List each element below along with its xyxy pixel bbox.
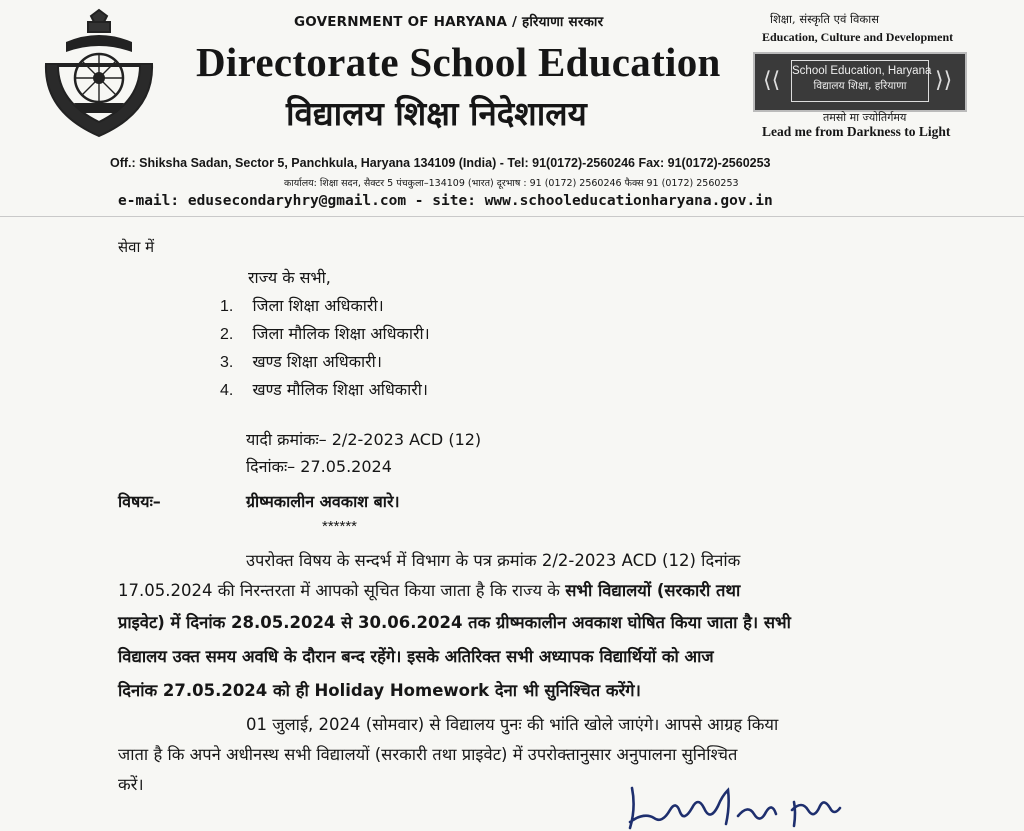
para2-line1: 01 जुलाई, 2024 (सोमवार) से विद्यालय पुनः की भांति खोले जाएंगे। आपसे आग्रह किया <box>246 715 779 734</box>
para2-line3: करें। <box>118 775 144 794</box>
recipient-list-item <box>220 322 430 344</box>
logo-left-mark-icon: ⟨⟨ <box>763 68 781 93</box>
recipient-text: खण्ड मौलिक शिक्षा अधिकारी। <box>252 380 428 399</box>
recipient-list-item <box>220 350 382 372</box>
haryana-emblem-icon <box>36 4 162 142</box>
separator: ****** <box>322 518 358 535</box>
directorate-title-hindi: विद्यालय शिक्षा निदेशालय <box>286 94 587 133</box>
addressee-intro: राज्य के सभी, <box>248 268 331 287</box>
recipient-number: 1. <box>220 298 234 315</box>
recipient-text: जिला शिक्षा अधिकारी। <box>252 296 384 315</box>
subject-text: ग्रीष्मकालीन अवकाश बारे। <box>246 492 400 511</box>
header-divider <box>0 216 1024 217</box>
government-line: GOVERNMENT OF HARYANA / हरियाणा सरकार <box>294 14 604 30</box>
tagline-english: Lead me from Darkness to Light <box>762 124 951 139</box>
logo-line-english: School Education, Haryana <box>792 65 932 77</box>
para1-line5: दिनांक 27.05.2024 को ही Holiday Homework देना भी सुनिश्चित करेंगे। <box>118 681 641 700</box>
email-site-line: e-mail: edusecondaryhry@gmail.com - site: www.schooleducationharyana.gov.in <box>118 193 773 209</box>
directorate-title: Directorate School Education <box>196 39 721 85</box>
signature-icon <box>618 782 850 830</box>
para1-line2-normal: 17.05.2024 की निरन्तरता में आपको सूचित किया जाता है कि राज्य के <box>118 581 566 600</box>
para1-line1: उपरोक्त विषय के सन्दर्भ में विभाग के पत्र क्रमांक 2/2-2023 ACD (12) दिनांक <box>246 551 741 570</box>
logo-right-mark-icon: ⟩⟩ <box>935 68 953 93</box>
subject-label: विषयः– <box>118 492 161 511</box>
recipient-number: 2. <box>220 326 234 343</box>
motto-hindi: शिक्षा, संस्कृति एवं विकास <box>770 12 879 26</box>
memo-date: दिनांकः– 27.05.2024 <box>246 457 392 476</box>
logo-line-hindi: विद्यालय शिक्षा, हरियाणा <box>813 80 907 92</box>
recipient-number: 4. <box>220 382 234 399</box>
para2-line2: जाता है कि अपने अधीनस्थ सभी विद्यालयों (सरकारी तथा प्राइवेट) में उपरोक्तानुसार अनुपालना सुनिश्चित <box>118 745 738 764</box>
recipient-list-item <box>220 294 384 316</box>
recipient-text: खण्ड शिक्षा अधिकारी। <box>252 352 382 371</box>
recipient-number: 3. <box>220 354 234 371</box>
recipient-text: जिला मौलिक शिक्षा अधिकारी। <box>252 324 430 343</box>
office-address-hindi: कार्यालय: शिक्षा सदन, सैक्टर 5 पंचकुला–134109 (भारत) दूरभाष : 91 (0172) 2560246 फैक्स 91 (0172) 2560253 <box>284 178 739 189</box>
para1-line2 <box>118 578 740 601</box>
school-education-logo <box>753 52 967 112</box>
office-address: Off.: Shiksha Sadan, Sector 5, Panchkula, Haryana 134109 (India) - Tel: 91(0172)-2560246 Fax: 91(0172)-2560253 <box>110 156 771 170</box>
tagline-hindi: तमसो मा ज्योतिर्गमय <box>823 111 907 124</box>
para1-line2-bold: सभी विद्यालयों (सरकारी तथा <box>565 581 741 600</box>
salutation: सेवा में <box>118 238 155 256</box>
para1-line4: विद्यालय उक्त समय अवधि के दौरान बन्द रहेंगे। इसके अतिरिक्त सभी अध्यापक विद्यार्थियों को आज <box>118 647 714 666</box>
para1-line3: प्राइवेट) में दिनांक 28.05.2024 से 30.06.2024 तक ग्रीष्मकालीन अवकाश घोषित किया जाता है। सभी <box>118 613 791 632</box>
recipient-list-item <box>220 378 428 400</box>
motto-english: Education, Culture and Development <box>762 30 954 44</box>
memo-number: यादी क्रमांकः– 2/2-2023 ACD (12) <box>246 430 482 449</box>
